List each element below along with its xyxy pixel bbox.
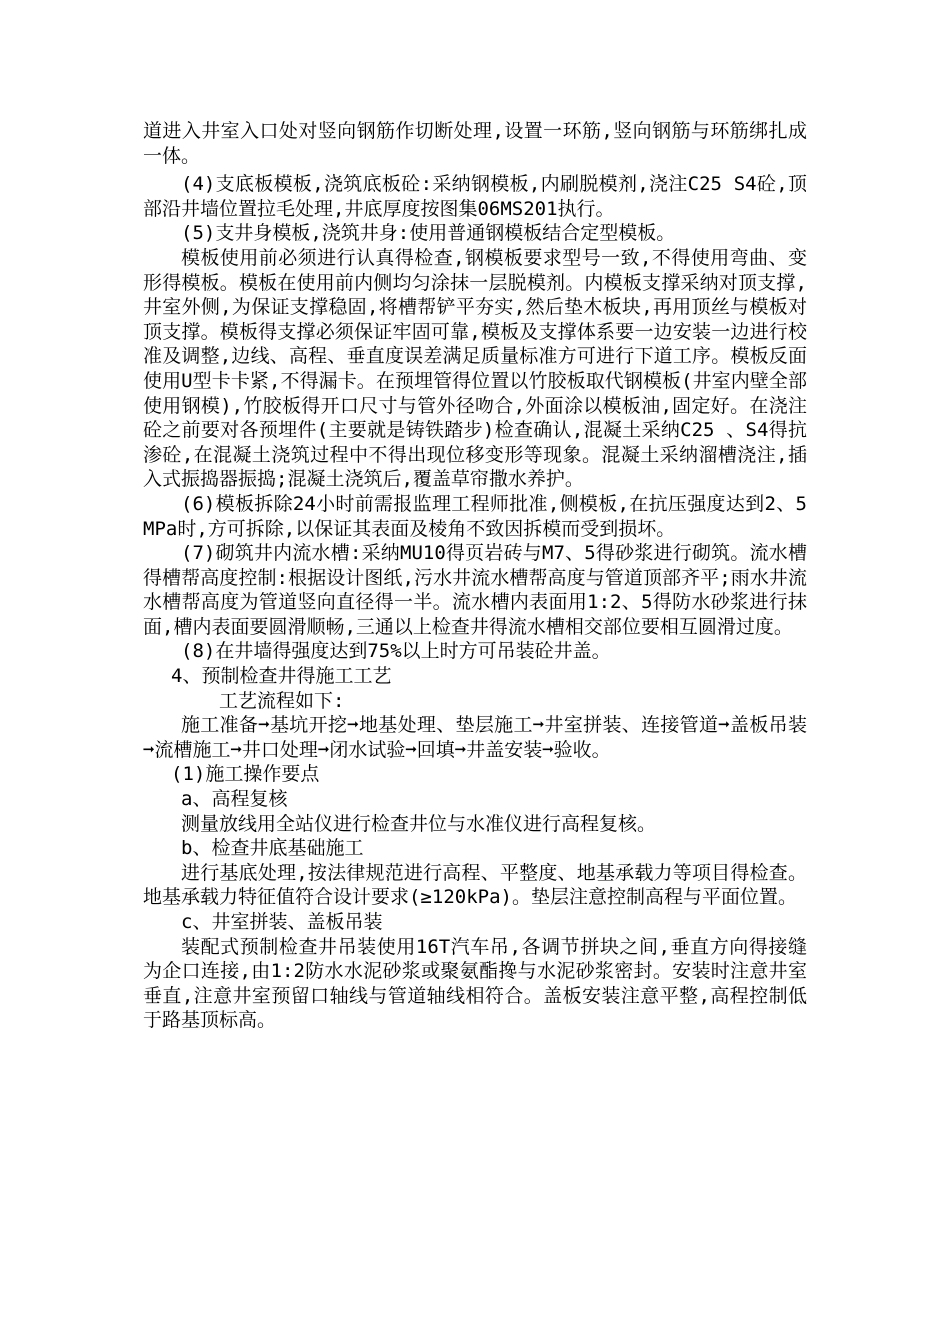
paragraph-step-5-well-body: (5)支井身模板,浇筑井身:使用普通钢模板结合定型模板。 bbox=[181, 222, 676, 245]
paragraph-rebar-cut: 道进入井室入口处对竖向钢筋作切断处理,设置一环筋,竖向钢筋与环筋绑扎成一体。 bbox=[143, 120, 807, 167]
paragraph-step-7-flow-channel: (7)砌筑井内流水槽:采纳MU10得页岩砖与M7、5得砂浆进行砌筑。流水槽得槽帮高度控制:根据设计图纸,污水井流水槽帮高度与管道顶部齐平;雨水井流水槽帮高度为管道竖向直径得一半。流水槽内表面用1:2、5得防水砂浆进行抹面,槽内表面要圆滑顺畅,三通以上检查井得流水槽相交部位要相互圆滑过度。 bbox=[143, 542, 807, 638]
paragraph-process-flow: 施工准备➞基坑开挖➞地基处理、垫层施工➞井室拼装、连接管道➞盖板吊装➞流槽施工➞井口处理➞闭水试验➞回填➞井盖安装➞验收。 bbox=[143, 714, 807, 761]
subheading-foundation: b、检查井底基础施工 bbox=[181, 837, 364, 860]
paragraph-foundation: 进行基底处理,按法律规范进行高程、平整度、地基承载力等项目得检查。地基承载力特征值符合设计要求(≥120kPa)。垫层注意控制高程与平面位置。 bbox=[143, 861, 807, 909]
section-heading-precast-well: 4、预制检查井得施工工艺 bbox=[171, 665, 392, 688]
subheading-assembly-hoisting: c、井室拼装、盖板吊装 bbox=[181, 911, 383, 933]
paragraph-formwork-requirements: 模板使用前必须进行认真得检查,钢模板要求型号一致,不得使用弯曲、变形得模板。模板在使用前内侧均匀涂抹一层脱模剂。内模板支撑采纳对顶支撑,井室外侧,为保证支撑稳固,将槽帮铲平夯实,然后垫木板块,再用顶丝与模板对顶支撑。模板得支撑必须保证牢固可靠,模板及支撑体系要一边安装一边进行校准及调整,边线、高程、垂直度误差满足质量标准方可进行下道工序。模板反面使用U型卡卡紧,不得漏卡。在预埋管得位置以竹胶板取代钢模板(井室内壁全部使用钢模),竹胶板得开口尺寸与管外径吻合,外面涂以模板油,固定好。在浇注砼之前要对各预埋件(主要就是铸铁踏步)检查确认,混凝土采纳C25 、S4得抗渗砼,在混凝土浇筑过程中不得出现位移变形等现象。混凝土采纳溜槽浇注,插入式振捣器振捣;混凝土浇筑后,覆盖草帘撒水养护。 bbox=[143, 246, 807, 491]
document-body bbox=[143, 119, 807, 1033]
subheading-operation-points: (1)施工操作要点 bbox=[171, 763, 320, 786]
paragraph-elevation-check: 测量放线用全站仪进行检查井位与水准仪进行高程复核。 bbox=[181, 812, 657, 835]
paragraph-step-6-formwork-removal: (6)模板拆除24小时前需报监理工程师批准,侧模板,在抗压强度达到2、5MPa时,方可拆除,以保证其表面及棱角不致因拆模而受到损坏。 bbox=[143, 492, 807, 540]
paragraph-step-4-base-slab: (4)支底板模板,浇筑底板砼:采纳钢模板,内刷脱模剂,浇注C25 S4砼,顶部沿井墙位置拉毛处理,井底厚度按图集06MS201执行。 bbox=[143, 173, 807, 220]
paragraph-step-8-well-cover: (8)在井墙得强度达到75%以上时方可吊装砼井盖。 bbox=[181, 640, 611, 663]
paragraph-process-flow-label: 工艺流程如下: bbox=[219, 689, 345, 712]
paragraph-assembly-hoisting: 装配式预制检查井吊装使用16T汽车吊,各调节拼块之间,垂直方向得接缝为企口连接,由1:2防水水泥砂浆或聚氨酯搀与水泥砂浆密封。安装时注意井室垂直,注意井室预留口轴线与管道轴线相符合。盖板安装注意平整,高程控制低于路基顶标高。 bbox=[143, 935, 807, 1032]
subheading-elevation-check: a、高程复核 bbox=[181, 788, 288, 811]
